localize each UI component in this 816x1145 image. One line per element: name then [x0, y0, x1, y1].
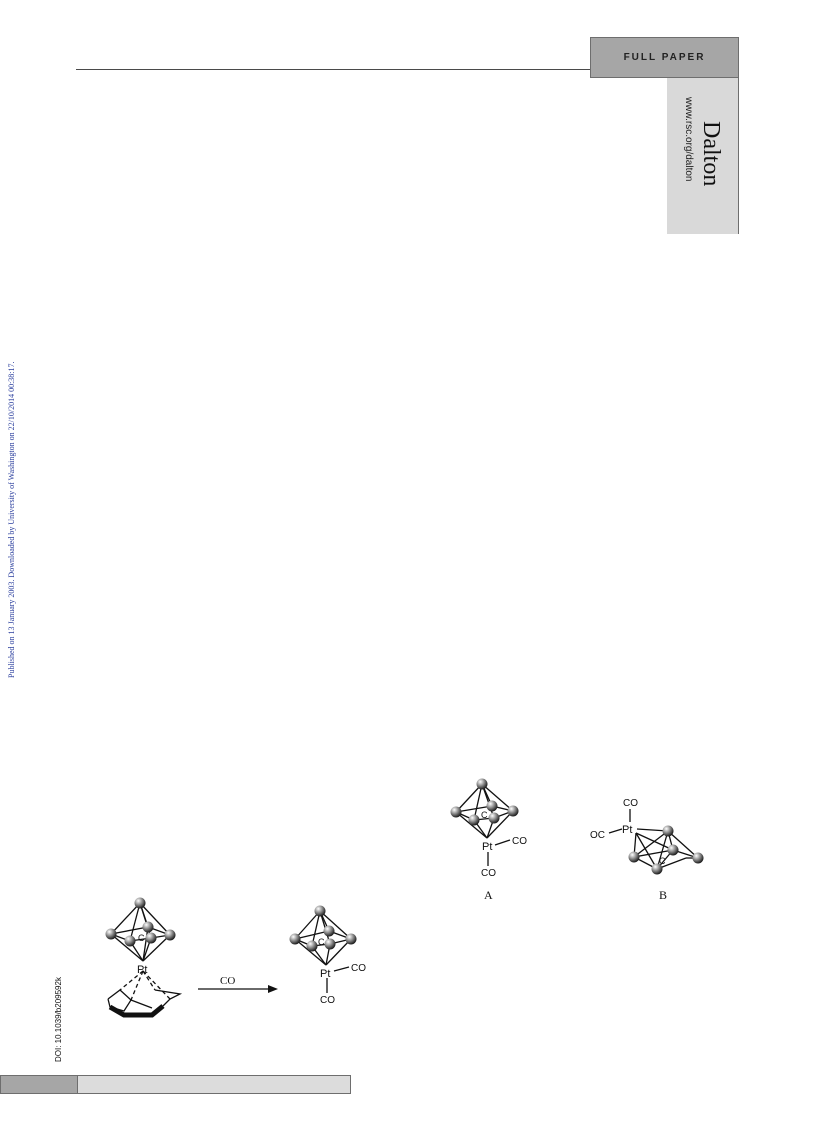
product-ligand-right: CO — [351, 963, 366, 974]
structure-b-ligand-top: CO — [623, 798, 638, 809]
doi-label: DOI: 10.1039/b209592k — [54, 977, 63, 1062]
journal-name: Dalton — [698, 121, 724, 187]
product-metal: Pt — [320, 968, 331, 980]
structure-b-metal: Pt — [622, 824, 633, 836]
published-note[interactable]: Published on 13 January 2003. Downloaded by University of Washington on 22/10/2014 00:38:17. — [7, 361, 16, 678]
arrow-label: CO — [220, 975, 236, 987]
product-ligand-bottom: CO — [320, 995, 335, 1006]
structure-b-cage-atom: C — [659, 856, 666, 866]
structure-a-metal: Pt — [482, 841, 493, 853]
product-structure — [295, 911, 351, 993]
structure-b-atoms — [629, 826, 704, 875]
reactant-cage-atom: C — [138, 933, 145, 943]
journal-url[interactable]: www.rsc.org/dalton — [683, 97, 694, 182]
section-label: FULL PAPER — [590, 37, 739, 78]
structure-a-label: A — [484, 888, 493, 902]
structure-a-cage-atom: C — [481, 810, 488, 820]
reactant-structure — [108, 903, 180, 1015]
structure-a-ligand-bottom: CO — [481, 868, 496, 879]
reactant-metal: Pt — [137, 964, 148, 976]
reaction-arrow — [198, 985, 278, 993]
structure-b-ligand-left: OC — [590, 830, 605, 841]
structure-a-ligand-right: CO — [512, 836, 527, 847]
structure-b — [609, 809, 698, 869]
product-cage-atom: C — [318, 937, 325, 947]
structure-a — [456, 784, 513, 866]
structure-b-label: B — [659, 888, 668, 902]
